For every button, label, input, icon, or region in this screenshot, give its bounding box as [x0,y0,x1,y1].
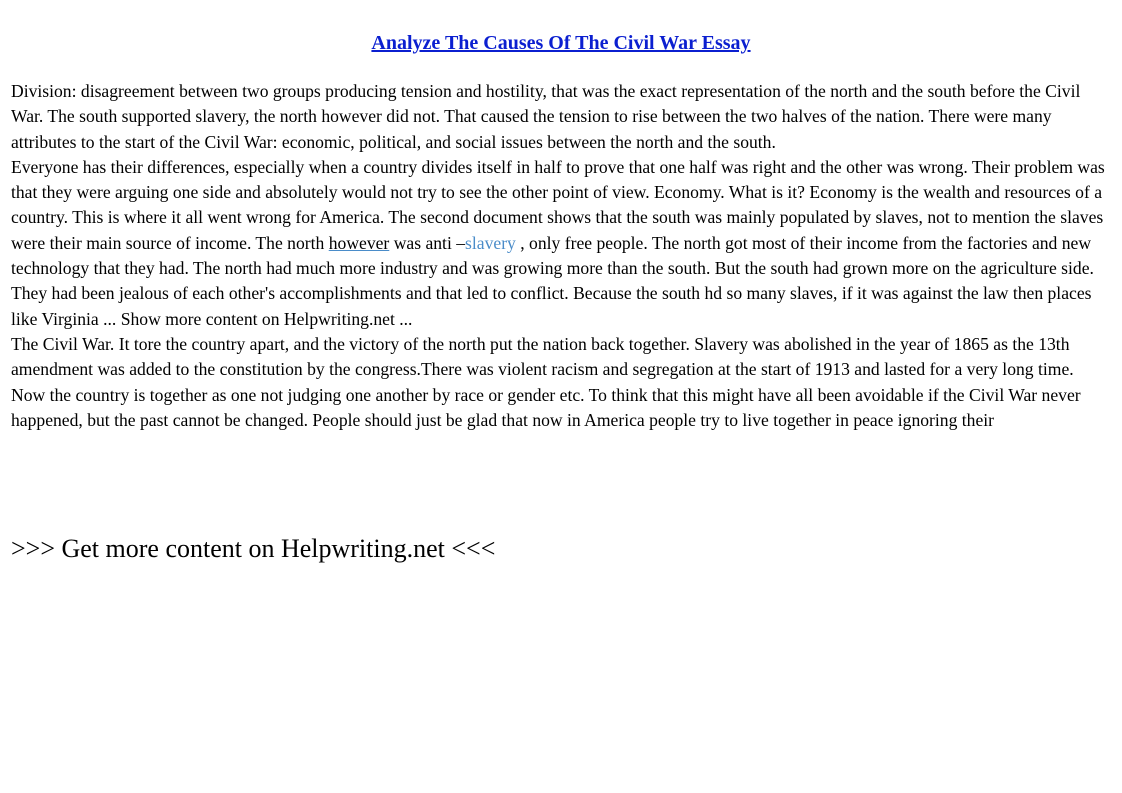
however-underlined-word: however [328,232,390,253]
paragraph-economy-text-start: Everyone has their differences, especially when a country divides itself in half to prove that one half was right and the other was wrong. Their problem was that they were arguing one side and absolutely would not try to see the other point of view. Economy. What is it? Economy is the wealth and resources of a country. This is where it all went wrong for America. The second document shows that the south was mainly populated by slaves, not to mention the slaves were their main source of income. The north [11,156,1105,253]
get-more-content-link[interactable]: >>> Get more content on Helpwriting.net <<< [11,534,496,563]
paragraph-economy-text-mid: was anti – [389,232,466,253]
paragraph-division: Division: disagreement between two groups producing tension and hostility, that was the exact representation of the north and the south before the Civil War. The south supported slavery, the north however did not. That caused the tension to rise between the two halves of the nation. There were many attributes to the start of the Civil War: economic, political, and social issues between the north and the south. [11,81,1081,152]
paragraph-conclusion: The Civil War. It tore the country apart, and the victory of the north put the nation back together. Slavery was abolished in the year of 1865 as the 13th amendment was added to the constitution by the congress.There was violent racism and segregation at the start of 1913 and lasted for a very long time. Now the country is together as one not judging one another by race or gender etc. To think that this might have all been avoidable if the Civil War never happened, but the past cannot be changed. People should just be glad that now in America people try to live together in peace ignoring their [11,333,1081,430]
slavery-link[interactable]: slavery [465,232,516,253]
paragraph-economy [11,155,1111,332]
essay-title-link[interactable]: Analyze The Causes Of The Civil War Essay [371,32,751,54]
paragraph-economy-text-end: , only free people. The north got most of their income from the factories and new technology that they had. The north had much more industry and was growing more than the south. But the south had grown more on the agriculture side. They had been jealous of each other's accomplishments and that led to conflict. Because the south hd so many slaves, if it was against the law then places like Virginia ... Show more content on Helpwriting.net ... [11,232,1094,329]
essay-body [11,79,1111,433]
